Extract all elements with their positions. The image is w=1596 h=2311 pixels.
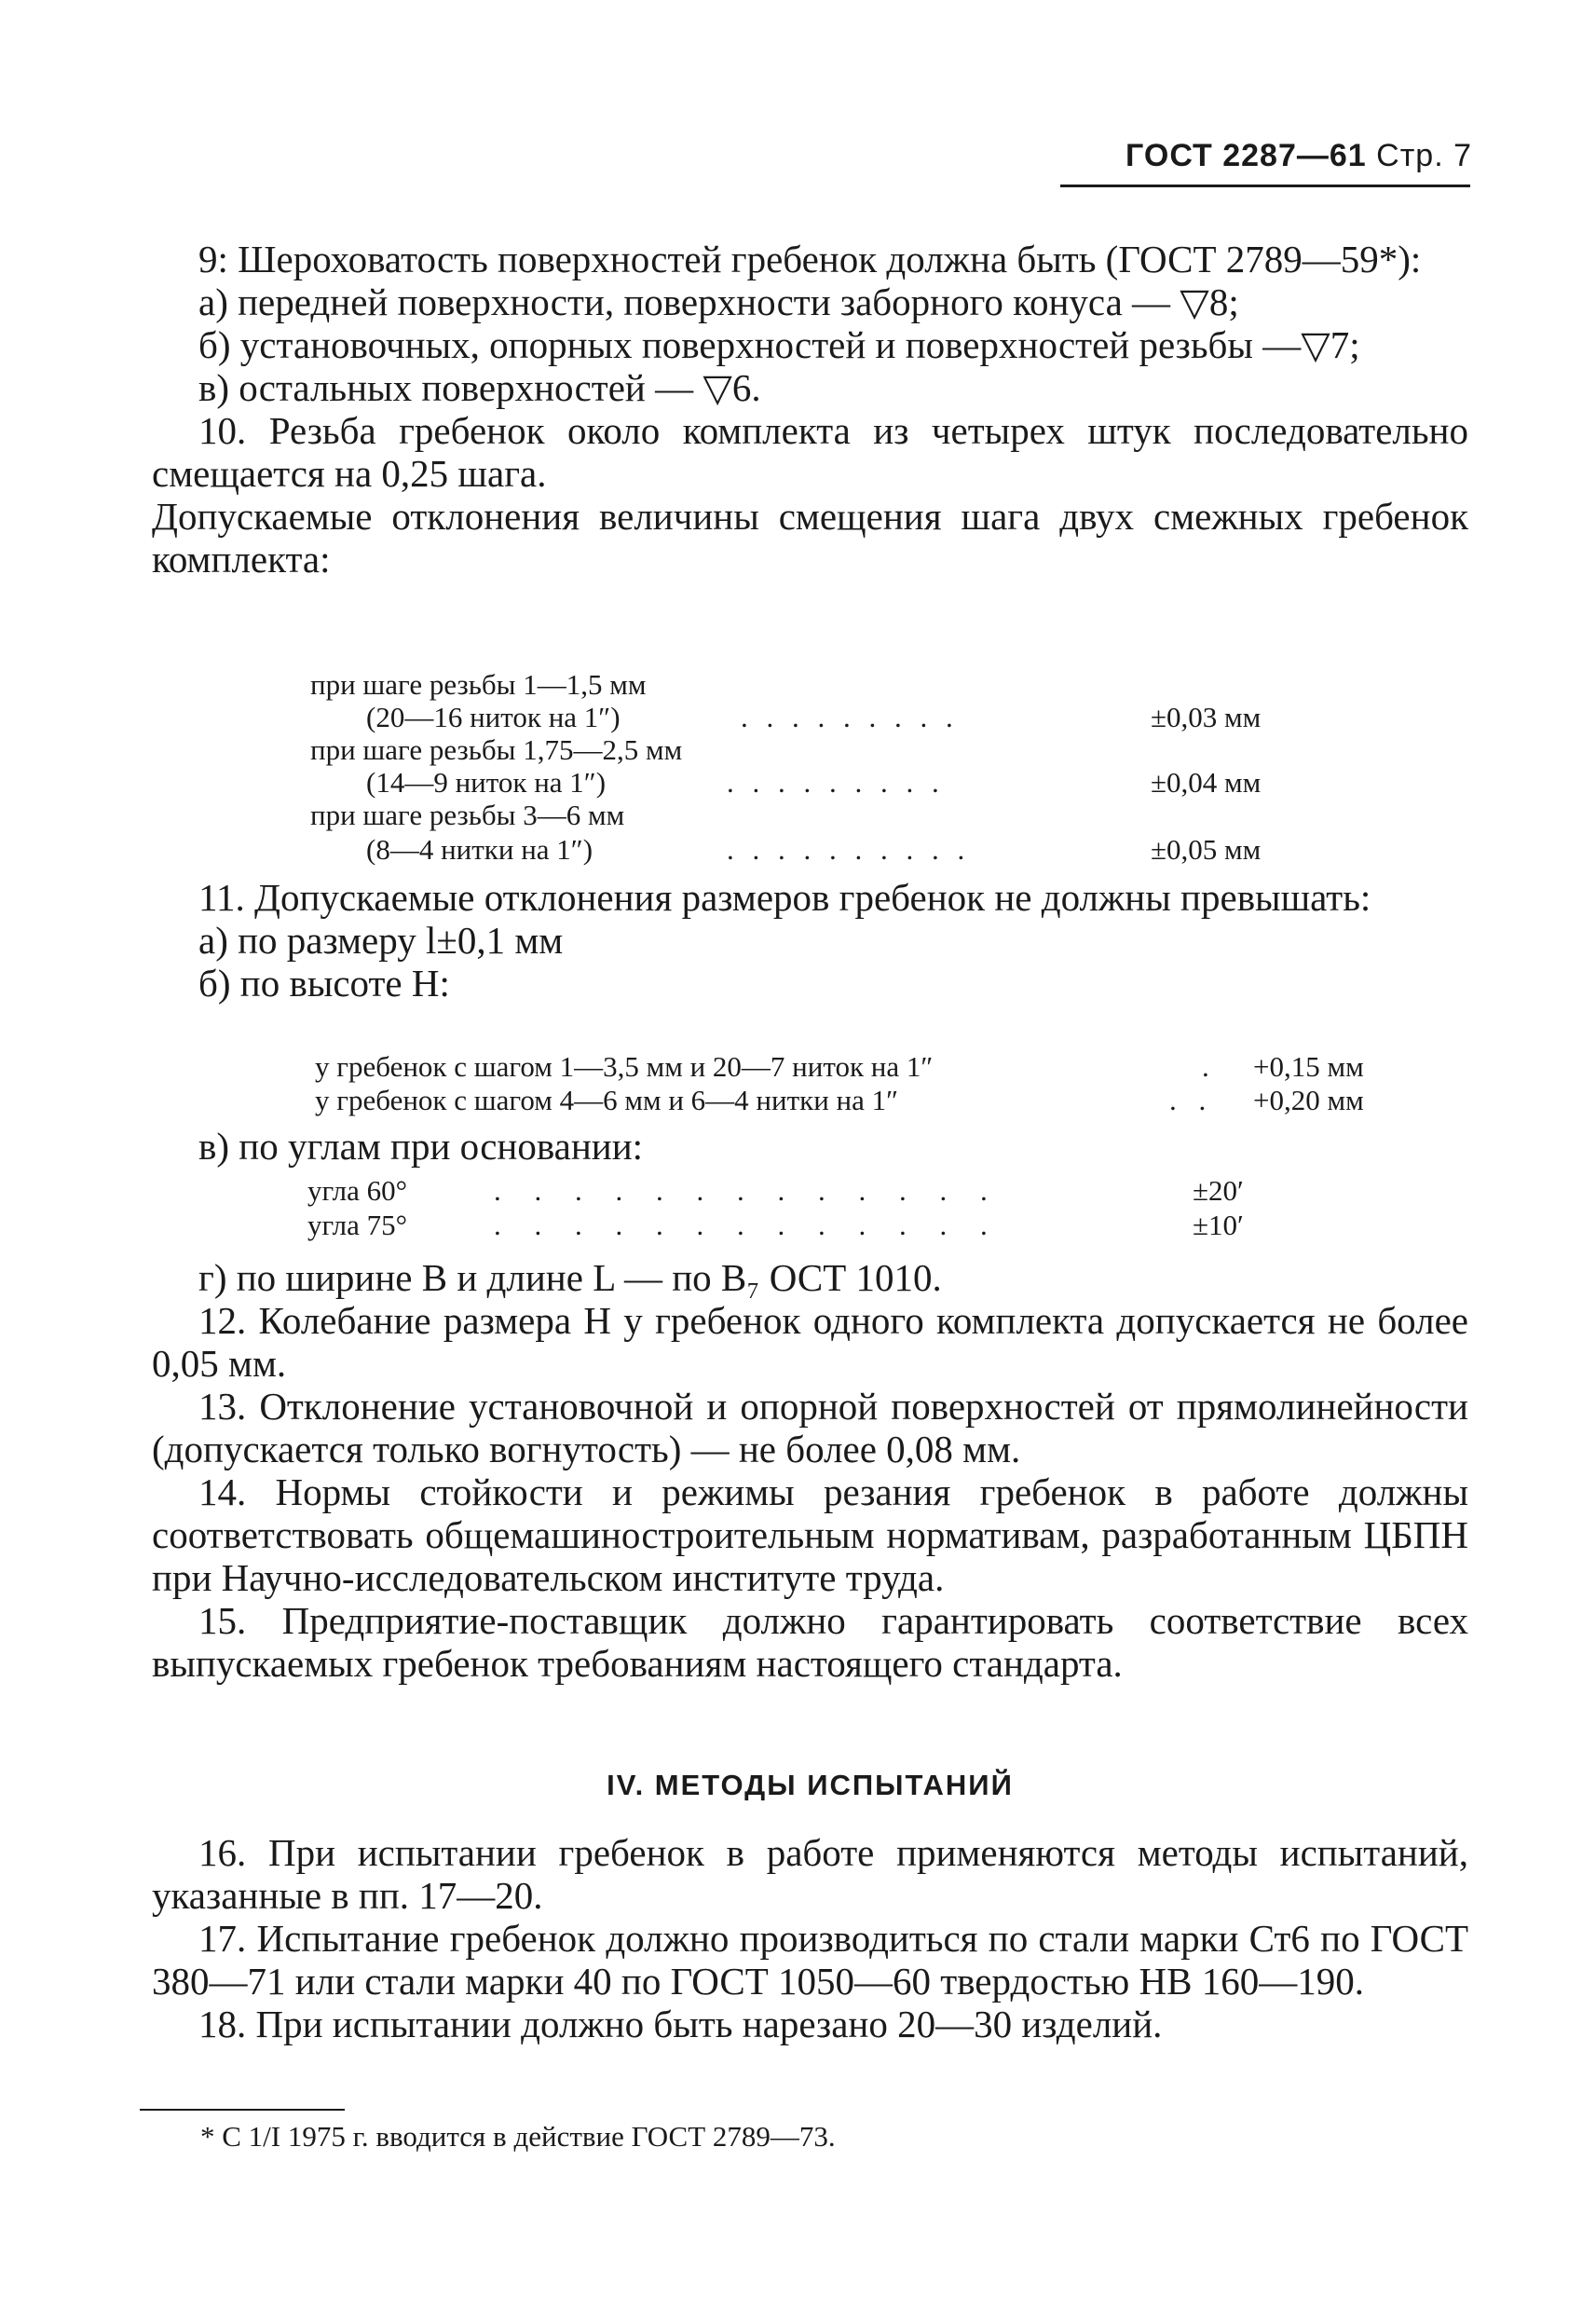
paragraph-17: 17. Испытание гребенок должно производиться по стали марки Ст6 по ГОСТ 380—71 или стали марки 40 по ГОСТ 1050—60 твердостью НВ 160—190. [152, 1917, 1468, 2003]
paragraphs-12-15 [152, 1256, 1468, 1685]
p11-v-row1-value: ±20′ [1193, 1174, 1244, 1207]
p10-row3-value: ±0,05 мм [1151, 833, 1262, 866]
p11-v-row2-label: угла 75° [307, 1209, 408, 1241]
p11-item-a: а) по размеру l±0,1 мм [198, 919, 564, 962]
p11-v-wrap [152, 1125, 1468, 1168]
p11-v-row2-dots: . . . . . . . . . . . . . [494, 1209, 1001, 1241]
p11-b-row2-value: +0,20 мм [1253, 1084, 1364, 1116]
p9-intro: 9: Шероховатость поверхностей гребенок должна быть (ГОСТ 2789—59*): [198, 238, 1422, 280]
paragraph-18: 18. При испытании должно быть нарезано 20—30 изделий. [198, 2003, 1163, 2045]
p10-row3-l1: при шаге резьбы 3—6 мм [310, 799, 625, 831]
p10-row3-dots: . . . . . . . . . . [727, 833, 971, 866]
p10-row1-l1: при шаге резьбы 1—1,5 мм [310, 668, 647, 701]
p10-text2: Допускаемые отклонения величины смещения шага двух смежных гребенок комплекта: [152, 495, 1468, 581]
p10-row2-value: ±0,04 мм [1151, 766, 1262, 799]
paragraph-14: 14. Нормы стойкости и режимы резания гребенок в работе должны соответствовать общемашиностроительным нормативам, разработанным ЦБПН при Научно-исследовательском институте труда. [152, 1470, 1468, 1599]
p11-item-b: б) по высоте H: [198, 962, 450, 1005]
paragraphs-16-18 [152, 1831, 1468, 2045]
paragraph-15: 15. Предприятие-поставщик должно гарантировать соответствие всех выпускаемых гребенок требованиям настоящего стандарта. [152, 1599, 1468, 1685]
p11-v-row2-value: ±10′ [1193, 1209, 1244, 1241]
paragraph-16: 16. При испытании гребенок в работе применяются методы испытаний, указанные в пп. 17—20. [152, 1831, 1468, 1917]
header-gost: ГОСТ 2287—61 [1125, 138, 1367, 173]
page-header [1053, 138, 1472, 174]
footnote: * С 1/I 1975 г. вводится в действие ГОСТ 2789—73. [200, 2120, 836, 2153]
p10-row1-value: ±0,03 мм [1151, 701, 1262, 733]
p9-item-v: в) остальных поверхностей — ▽6. [198, 366, 761, 409]
p11-b-row1-dots: . [1202, 1050, 1209, 1083]
paragraph-11 [152, 876, 1468, 1005]
p11-item-g: г) по ширине B и длине L — по B₇ ОСТ 1010. [198, 1256, 942, 1299]
p10-text: 10. Резьба гребенок около комплекта из четырех штук последовательно смещается на 0,25 шага. [152, 409, 1468, 495]
p9-item-a: а) передней поверхности, поверхности заборного конуса — ▽8; [198, 280, 1239, 323]
footnote-rule [140, 2109, 345, 2111]
p11-v-row1-dots: . . . . . . . . . . . . . [494, 1174, 1001, 1207]
p10-row1-dots: . . . . . . . . . [741, 701, 959, 733]
paragraph-13: 13. Отклонение установочной и опорной поверхностей от прямолинейности (допускается только вогнутость) — не более 0,08 мм. [152, 1385, 1468, 1470]
p11-b-row2-label: у гребенок с шагом 4—6 мм и 6—4 нитки на 1″ [315, 1084, 899, 1116]
p11-text: 11. Допускаемые отклонения размеров гребенок не должны превышать: [198, 876, 1371, 919]
p9-item-b: б) установочных, опорных поверхностей и поверхностей резьбы —▽7; [198, 323, 1360, 366]
p11-b-row1-label: у гребенок с шагом 1—3,5 мм и 20—7 ниток на 1″ [315, 1050, 934, 1083]
p11-b-row2-dots: . . [1169, 1084, 1214, 1116]
section-title: IV. МЕТОДЫ ИСПЫТАНИЙ [607, 1769, 1014, 1801]
p11-item-v: в) по углам при основании: [198, 1125, 644, 1168]
paragraph-12: 12. Колебание размера H у гребенок одного комплекта допускается не более 0,05 мм. [152, 1299, 1468, 1385]
p10-row2-dots: . . . . . . . . . [727, 766, 945, 799]
paragraph-9 [152, 238, 1468, 581]
p10-row3-l2: (8—4 нитки на 1″) [366, 833, 593, 866]
p10-row1-l2: (20—16 ниток на 1″) [366, 701, 621, 733]
p11-v-row1-label: угла 60° [307, 1174, 408, 1207]
p10-row2-l1: при шаге резьбы 1,75—2,5 мм [310, 733, 683, 766]
p11-b-row1-value: +0,15 мм [1253, 1050, 1364, 1083]
header-rule [1060, 185, 1470, 187]
p10-row2-l2: (14—9 ниток на 1″) [366, 766, 607, 799]
header-page: Стр. 7 [1376, 138, 1472, 173]
